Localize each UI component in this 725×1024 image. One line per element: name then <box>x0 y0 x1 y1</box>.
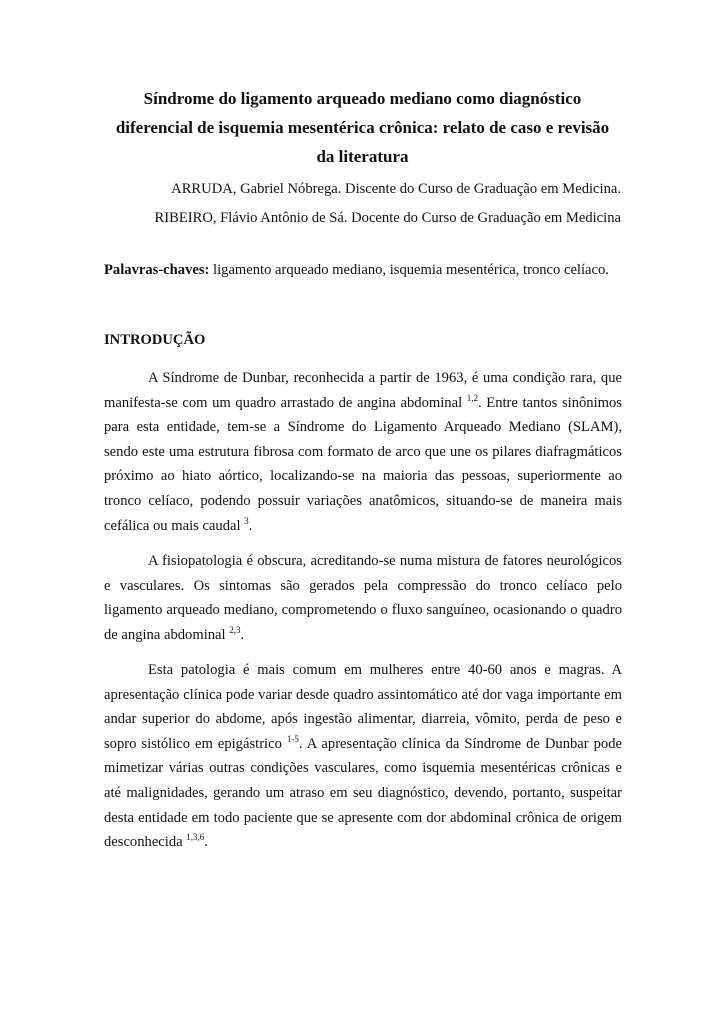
line-text: até malignidades, gerando um atraso em seu diagnóstico, devendo, portanto, suspeitar <box>104 784 622 801</box>
paragraph-line <box>104 574 622 599</box>
keywords-text: ligamento arqueado mediano, isquemia mesentérica, tronco celíaco. <box>209 262 609 278</box>
paragraph-line <box>104 781 622 806</box>
title-line: Síndrome do ligamento arqueado mediano como diagnóstico <box>143 89 582 108</box>
line-text: sopro sistólico em epigástrico <box>104 735 287 752</box>
citation-superscript: 1-5 <box>286 733 299 744</box>
paragraph-line <box>104 514 622 539</box>
citation-superscript: 1,2 <box>466 392 479 403</box>
title-line: diferencial de isquemia mesentérica crônica: relato de caso e revisão <box>115 118 610 137</box>
citation-superscript: 3 <box>244 515 249 526</box>
line-text: desconhecida <box>104 834 187 851</box>
paragraph-line <box>104 732 622 757</box>
line-text-after: . A apresentação clínica da Síndrome de Dunbar pode <box>298 735 622 752</box>
keywords <box>104 262 609 279</box>
line-text: desta entidade em todo paciente que se apresente com dor abdominal crônica de origem <box>104 809 622 826</box>
paragraph-3 <box>104 658 622 855</box>
line-text-after: . Entre tantos sinônimos <box>478 394 622 411</box>
paragraph-line <box>104 707 622 732</box>
line-text: ligamento arqueado mediano, comprometendo o fluxo sanguíneo, ocasionando o quadro <box>104 602 622 619</box>
paragraph-line <box>104 489 622 514</box>
paragraph-line <box>104 598 622 623</box>
paragraph-line <box>104 756 622 781</box>
line-text: e vasculares. Os sintomas são gerados pela compressão do tronco celíaco pelo <box>104 577 622 594</box>
line-text-after: . <box>204 834 208 851</box>
paragraph-line <box>104 683 622 708</box>
paragraph-2 <box>104 549 622 647</box>
line-text: sendo este uma estrutura fibrosa com formato de arco que une os pilares diafragmáticos <box>104 443 622 460</box>
keywords-label: Palavras-chaves: <box>104 262 210 278</box>
paper-title <box>100 84 625 171</box>
paragraph-line <box>104 658 622 683</box>
citation-superscript: 1,3,6 <box>186 832 205 843</box>
paragraph-line <box>104 549 622 574</box>
line-text: tronco celíaco, podendo possuir variações anatômicos, situando-se de maneira mais <box>104 492 622 509</box>
author-line-2: RIBEIRO, Flávio Antônio de Sá. Docente do Curso de Graduação em Medicina <box>154 210 621 226</box>
title-line: da literatura <box>316 147 409 166</box>
paragraph-line <box>104 391 622 416</box>
line-text: próximo ao hiato aórtico, localizando-se na maioria das pessoas, superiormente ao <box>104 468 622 485</box>
line-text-after: . <box>248 517 253 534</box>
line-text: A fisiopatologia é obscura, acreditando-se numa mistura de fatores neurológicos <box>148 553 622 569</box>
paragraph-line <box>104 623 622 648</box>
line-text-after: . <box>240 626 245 643</box>
line-text: cefálica ou mais caudal <box>104 517 245 534</box>
section-heading: INTRODUÇÃO <box>104 332 206 348</box>
line-text: Esta patologia é mais comum em mulheres entre 40-60 anos e magras. A <box>148 662 622 678</box>
line-text: de angina abdominal <box>104 626 230 643</box>
line-text: andar superior do abdome, após ingestão alimentar, diarreia, vômito, perda de peso e <box>104 711 622 728</box>
paragraph-line <box>104 440 622 465</box>
paragraph-line <box>104 366 622 391</box>
paragraph-line <box>104 806 622 831</box>
paragraph-1 <box>104 366 622 538</box>
line-text: para esta entidade, tem-se a Síndrome do Ligamento Arqueado Mediano (SLAM), <box>104 419 622 436</box>
author-line-1: ARRUDA, Gabriel Nóbrega. Discente do Curso de Graduação em Medicina. <box>171 181 621 197</box>
paragraph-line <box>104 464 622 489</box>
citation-superscript: 2,3 <box>229 624 241 635</box>
line-text: mimetizar várias outras condições vasculares, como isquemia mesentéricas crônicas e <box>104 760 622 777</box>
line-text: manifesta-se com um quadro arrastado de angina abdominal <box>104 394 467 411</box>
line-text: A Síndrome de Dunbar, reconhecida a partir de 1963, é uma condição rara, que <box>148 370 622 386</box>
line-text: apresentação clínica pode variar desde quadro assintomático até dor vaga importante em <box>104 686 622 703</box>
paragraph-line <box>104 415 622 440</box>
paragraph-line <box>104 830 622 855</box>
